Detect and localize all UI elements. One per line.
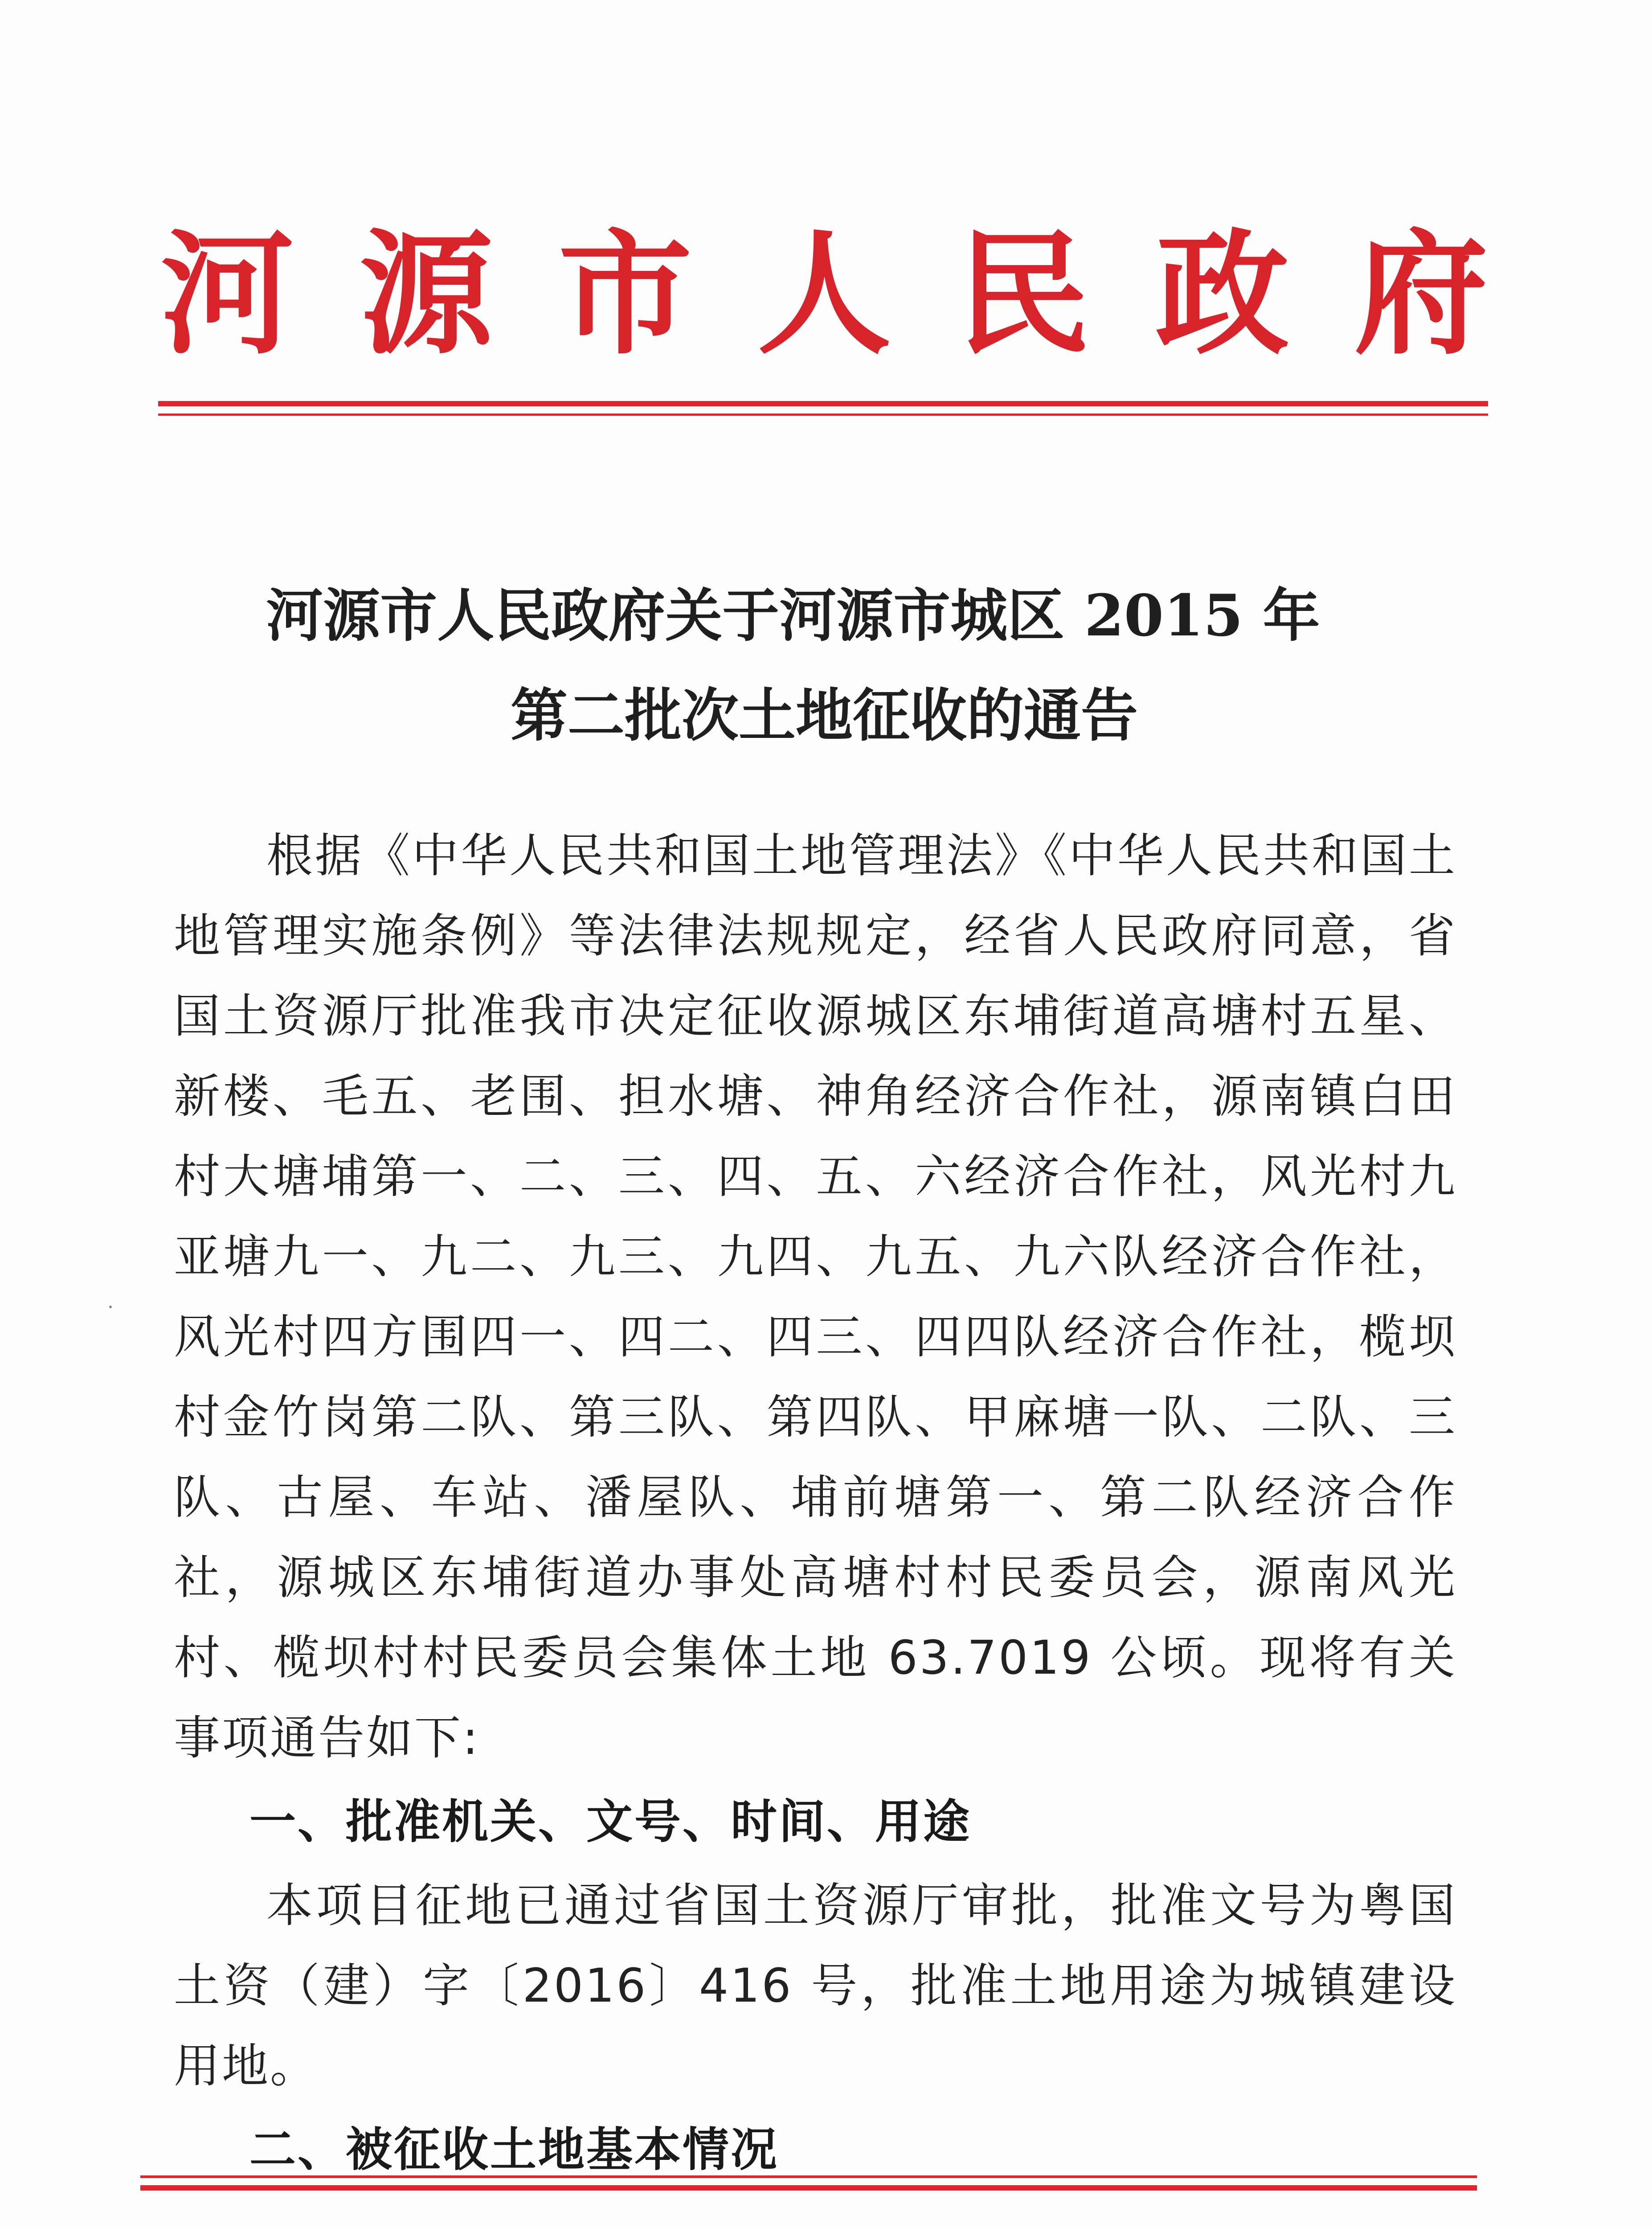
masthead-char: 人 bbox=[757, 215, 891, 373]
body-paragraph-approval: 本项目征地已通过省国土资源厅审批，批准文号为粤国土资（建）字〔2016〕416 号，批准土地用途为城镇建设用地。 bbox=[174, 1878, 1457, 2093]
masthead-char: 河 bbox=[160, 215, 294, 373]
footer-divider-thick bbox=[140, 2185, 1477, 2191]
body-paragraph-intro: 根据《中华人民共和国土地管理法》《中华人民共和国土地管理实施条例》等法律法规规定，经省人民政府同意，省国土资源厅批准我市决定征收源城区东埔街道高塘村五星、新楼、毛五、老围、担水塘、神角经济合作社，源南镇白田村大塘埔第一、二、三、四、五、六经济合作社，风光村九亚塘九一、九二、九三、九四、九五、九六队经济合作社，风光村四方围四一、四二、四三、四四队经济合作社，榄坝村金竹岗第二队、第三队、第四队、甲麻塘一队、二队、三队、古屋、车站、潘屋队、埔前塘第一、第二队经济合作社，源城区东埔街道办事处高塘村村民委员会，源南风光村、榄坝村村民委员会集体土地 63.7019 公顷。现将有关事项通告如下: bbox=[174, 828, 1457, 1765]
scan-speck bbox=[109, 1306, 112, 1308]
footer-divider-thin bbox=[140, 2175, 1477, 2178]
document-body bbox=[174, 815, 1457, 2193]
masthead-char: 市 bbox=[558, 215, 692, 373]
masthead-divider-thick bbox=[158, 401, 1488, 406]
masthead-char: 府 bbox=[1354, 215, 1488, 373]
masthead-char: 政 bbox=[1155, 215, 1289, 373]
title-line-1: 河源市人民政府关于河源市城区 2015 年 bbox=[266, 582, 1320, 649]
masthead bbox=[160, 209, 1488, 379]
title-line-2: 第二批次土地征收的通告 bbox=[510, 682, 1138, 749]
masthead-char: 源 bbox=[359, 215, 493, 373]
masthead-divider-thin bbox=[158, 414, 1488, 416]
section-heading-2: 二、被征收土地基本情况 bbox=[249, 2122, 779, 2177]
masthead-char: 民 bbox=[956, 215, 1090, 373]
document-title bbox=[134, 566, 1515, 766]
section-heading-1: 一、批准机关、文号、时间、用途 bbox=[249, 1794, 972, 1849]
